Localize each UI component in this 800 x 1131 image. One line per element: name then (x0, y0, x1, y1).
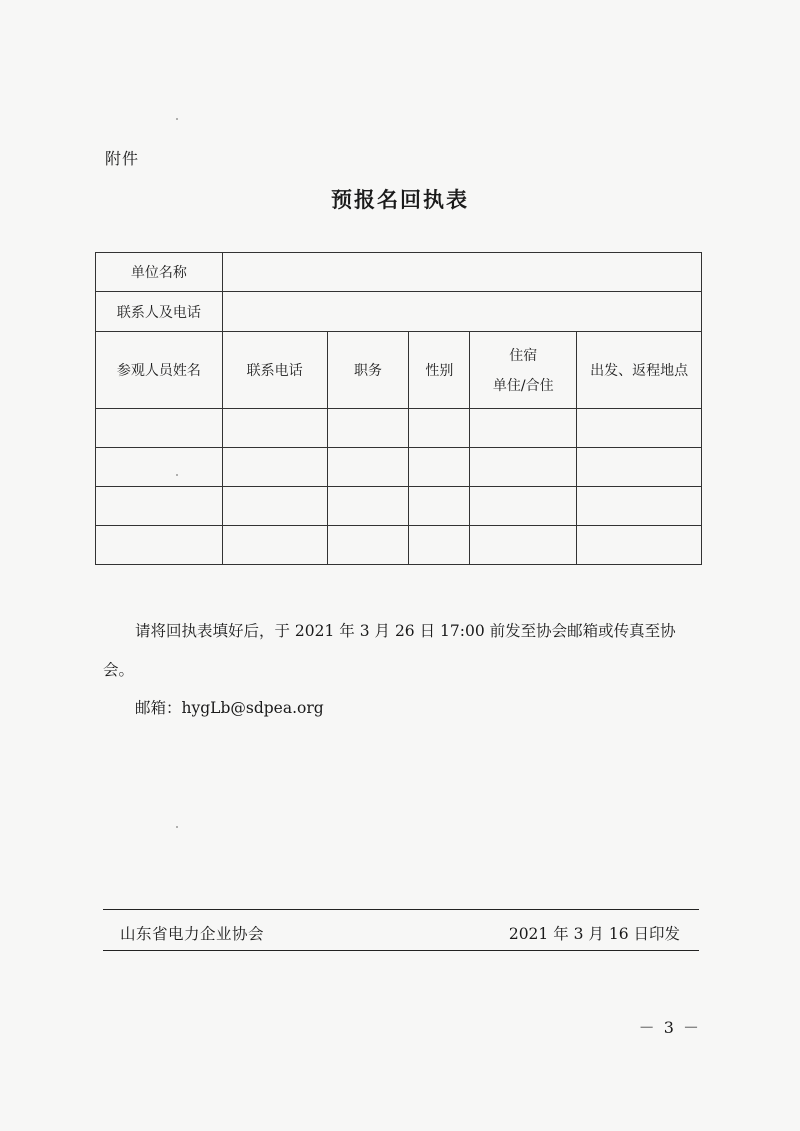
header-gender: 性别 (409, 332, 470, 409)
table-cell[interactable] (577, 409, 702, 448)
table-cell[interactable] (327, 409, 409, 448)
header-visitor-name: 参观人员姓名 (96, 332, 223, 409)
table-row-contact (96, 292, 702, 332)
table-cell[interactable] (470, 448, 577, 487)
scan-speck (176, 118, 178, 120)
table-cell[interactable] (96, 448, 223, 487)
table-cell[interactable] (409, 487, 470, 526)
unit-name-field[interactable] (222, 253, 701, 292)
header-position: 职务 (327, 332, 409, 409)
attachment-label: 附件 (105, 149, 140, 168)
footer-issuer: 山东省电力企业协会 (120, 925, 265, 943)
header-phone: 联系电话 (222, 332, 327, 409)
table-row (96, 409, 702, 448)
table-row (96, 526, 702, 565)
unit-name-label: 单位名称 (96, 253, 223, 292)
registration-form-table (95, 252, 702, 565)
table-cell[interactable] (327, 487, 409, 526)
table-cell[interactable] (327, 448, 409, 487)
table-cell[interactable] (470, 526, 577, 565)
header-departure-return: 出发、返程地点 (577, 332, 702, 409)
header-lodging-label: 住宿 (509, 348, 538, 364)
email-line: 邮箱：hygLb@sdpea.org (135, 699, 324, 717)
scan-speck (176, 826, 178, 828)
table-cell[interactable] (222, 526, 327, 565)
footer-date: 2021 年 3 月 16 日印发 (508, 925, 680, 943)
table-cell[interactable] (222, 409, 327, 448)
table-cell[interactable] (409, 448, 470, 487)
footer-top-rule (103, 909, 699, 910)
header-lodging-options: 单住/合住 (492, 378, 554, 394)
table-cell[interactable] (96, 409, 223, 448)
table-cell[interactable] (577, 526, 702, 565)
table-cell[interactable] (409, 409, 470, 448)
table-row (96, 487, 702, 526)
table-header-row (96, 332, 702, 409)
contact-label: 联系人及电话 (96, 292, 223, 332)
table-cell[interactable] (577, 487, 702, 526)
table-cell[interactable] (470, 409, 577, 448)
table-cell[interactable] (327, 526, 409, 565)
page-number: － 3 － (638, 1018, 701, 1037)
table-row (96, 448, 702, 487)
table-cell[interactable] (409, 526, 470, 565)
table-row-unit (96, 253, 702, 292)
table-cell[interactable] (96, 487, 223, 526)
table-cell[interactable] (222, 448, 327, 487)
instruction-paragraph: 请将回执表填好后，于 2021 年 3 月 26 日 17:00 前发至协会邮箱或传真至协会。 (103, 622, 676, 679)
table-cell[interactable] (96, 526, 223, 565)
table-cell[interactable] (577, 448, 702, 487)
footer-bottom-rule (103, 950, 699, 951)
contact-field[interactable] (222, 292, 701, 332)
table-cell[interactable] (222, 487, 327, 526)
header-lodging (470, 332, 577, 409)
page-title: 预报名回执表 (331, 187, 469, 212)
table-cell[interactable] (470, 487, 577, 526)
